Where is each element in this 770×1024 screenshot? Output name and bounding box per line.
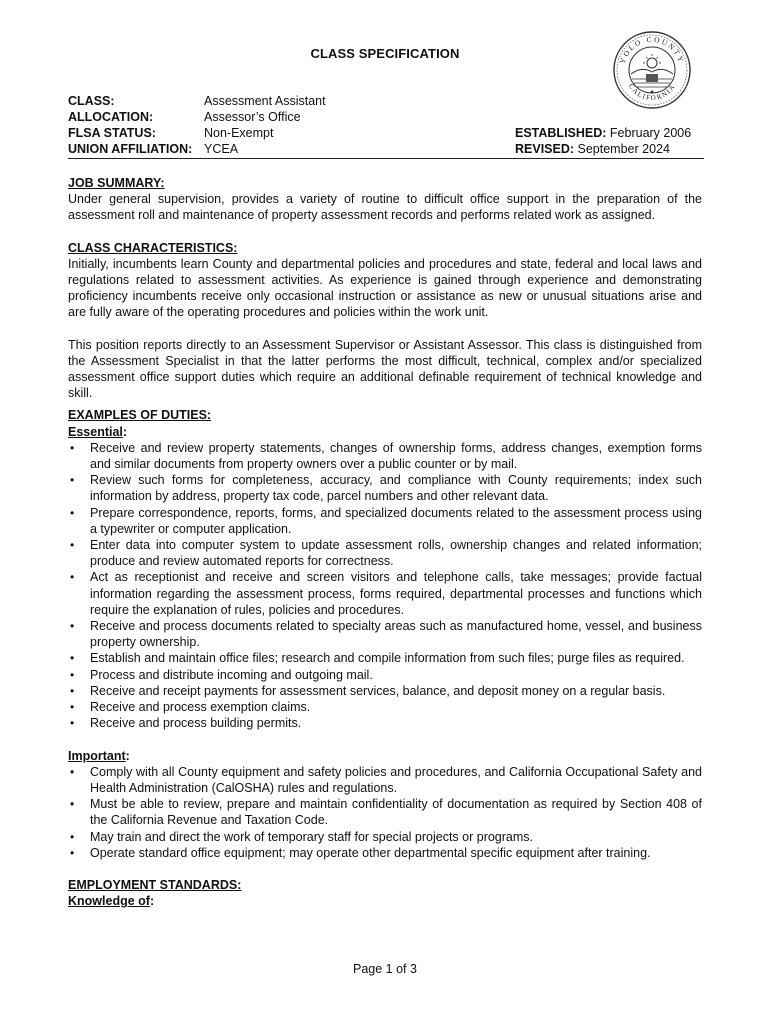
list-item: • Establish and maintain office files; research and compile information from such files; purge files as required. (70, 651, 685, 666)
info-label: UNION AFFILIATION: (68, 142, 193, 156)
essential-duties-list (68, 440, 702, 732)
revised-label: REVISED: (515, 142, 575, 156)
header-divider (68, 158, 704, 159)
info-value: Assessment Assistant (204, 94, 326, 108)
county-seal-icon (612, 30, 692, 110)
list-item: • Comply with all County equipment and safety policies and procedures, and California Occupational Safety and Health Administration (CalOSHA) rules and regulations. (70, 764, 702, 795)
knowledge-subheading: Knowledge of: (68, 894, 155, 909)
employment-standards-heading: EMPLOYMENT STANDARDS: (68, 877, 242, 892)
list-item: • Process and distribute incoming and outgoing mail. (70, 667, 373, 682)
list-item: • Review such forms for completeness, accuracy, and compliance with County requirements; index such information by address, property tax code, parcel numbers and other relevant data. (70, 473, 702, 504)
date-block (515, 125, 691, 157)
list-item: • Act as receptionist and receive and screen visitors and telephone calls, take messages; provide factual information regarding the assessment process, forms required, departmental processes and functions which require the explanation of rules, policies and procedures. (70, 570, 702, 617)
list-item: • Receive and process documents related to specialty areas such as manufactured home, vessel, and business property ownership. (70, 619, 702, 650)
list-item: • Receive and review property statements, changes of ownership forms, address changes, exemption forms and similar documents from property owners over a public counter or by mail. (70, 440, 702, 472)
seal-top-text: YOLO COUNTY (617, 34, 687, 65)
knowledge-label: Knowledge of (68, 894, 150, 909)
info-label: FLSA STATUS: (68, 126, 156, 140)
job-summary-text: Under general supervision, provides a variety of routine to difficult office support in the preparation of the assessment roll and maintenance of property assessment records and performs related work as assigned. (68, 192, 702, 223)
class-characteristics-paragraph: This position reports directly to an Assessment Supervisor or Assistant Assessor. This class is distinguished from the Assessment Specialist in that the latter performs the most difficult, technical, complex and/or specialized assessment office support duties which require an additional definable requirement of technical knowledge and skill. (68, 337, 702, 401)
list-item: • Receive and process building permits. (70, 716, 302, 731)
revised-value: September 2024 (574, 142, 670, 156)
info-label: CLASS: (68, 94, 115, 108)
document-body (68, 175, 702, 909)
list-item: • May train and direct the work of temporary staff for special projects or programs. (70, 829, 534, 844)
info-value: Assessor’s Office (204, 110, 301, 124)
info-value: Non-Exempt (204, 126, 274, 140)
list-item: • Enter data into computer system to update assessment rolls, ownership changes and related information; produce and review automated reports for correctness. (70, 538, 702, 569)
class-characteristics-paragraph: Initially, incumbents learn County and departmental policies and procedures and state, federal and local laws and regulations related to assessment activities. As experience is gained through experience and demonstrating proficiency incumbents receive only occasional instruction or assistance as new or unusual situations arise and are fully aware of the operating procedures and policies within the work unit. (68, 256, 702, 320)
list-item: • Must be able to review, prepare and maintain confidentiality of documentation as required by Section 408 of the California Revenue and Taxation Code. (70, 797, 702, 828)
important-subheading: Important: (68, 748, 130, 763)
important-duties-list (68, 764, 702, 861)
list-item: • Receive and process exemption claims. (70, 700, 311, 715)
job-summary-heading: JOB SUMMARY: (68, 176, 165, 190)
essential-label: Essential (68, 424, 123, 439)
class-characteristics-heading: CLASS CHARACTERISTICS: (68, 240, 238, 255)
list-item: • Operate standard office equipment; may operate other departmental specific equipment after training. (70, 845, 651, 860)
revised-date (515, 141, 691, 157)
seal-bottom-text: CALIFORNIA (626, 82, 678, 103)
list-item: • Prepare correspondence, reports, forms, and specialized documents related to the assessment process using a typewriter or computer application. (70, 505, 702, 536)
established-label: ESTABLISHED: (515, 126, 607, 140)
document-title: CLASS SPECIFICATION (310, 46, 460, 61)
important-label: Important (68, 748, 126, 763)
svg-text:YOLO COUNTY (618, 35, 686, 65)
established-value: February 2006 (606, 126, 692, 140)
list-item: • Receive and receipt payments for assessment services, balance, and deposit money on a regular basis. (70, 683, 666, 698)
page-number: Page 1 of 3 (353, 962, 417, 976)
info-label: ALLOCATION: (68, 110, 154, 124)
info-value: YCEA (204, 142, 239, 156)
essential-subheading: Essential: (68, 424, 128, 439)
duties-heading: EXAMPLES OF DUTIES: (68, 408, 212, 423)
established-date (515, 125, 691, 141)
